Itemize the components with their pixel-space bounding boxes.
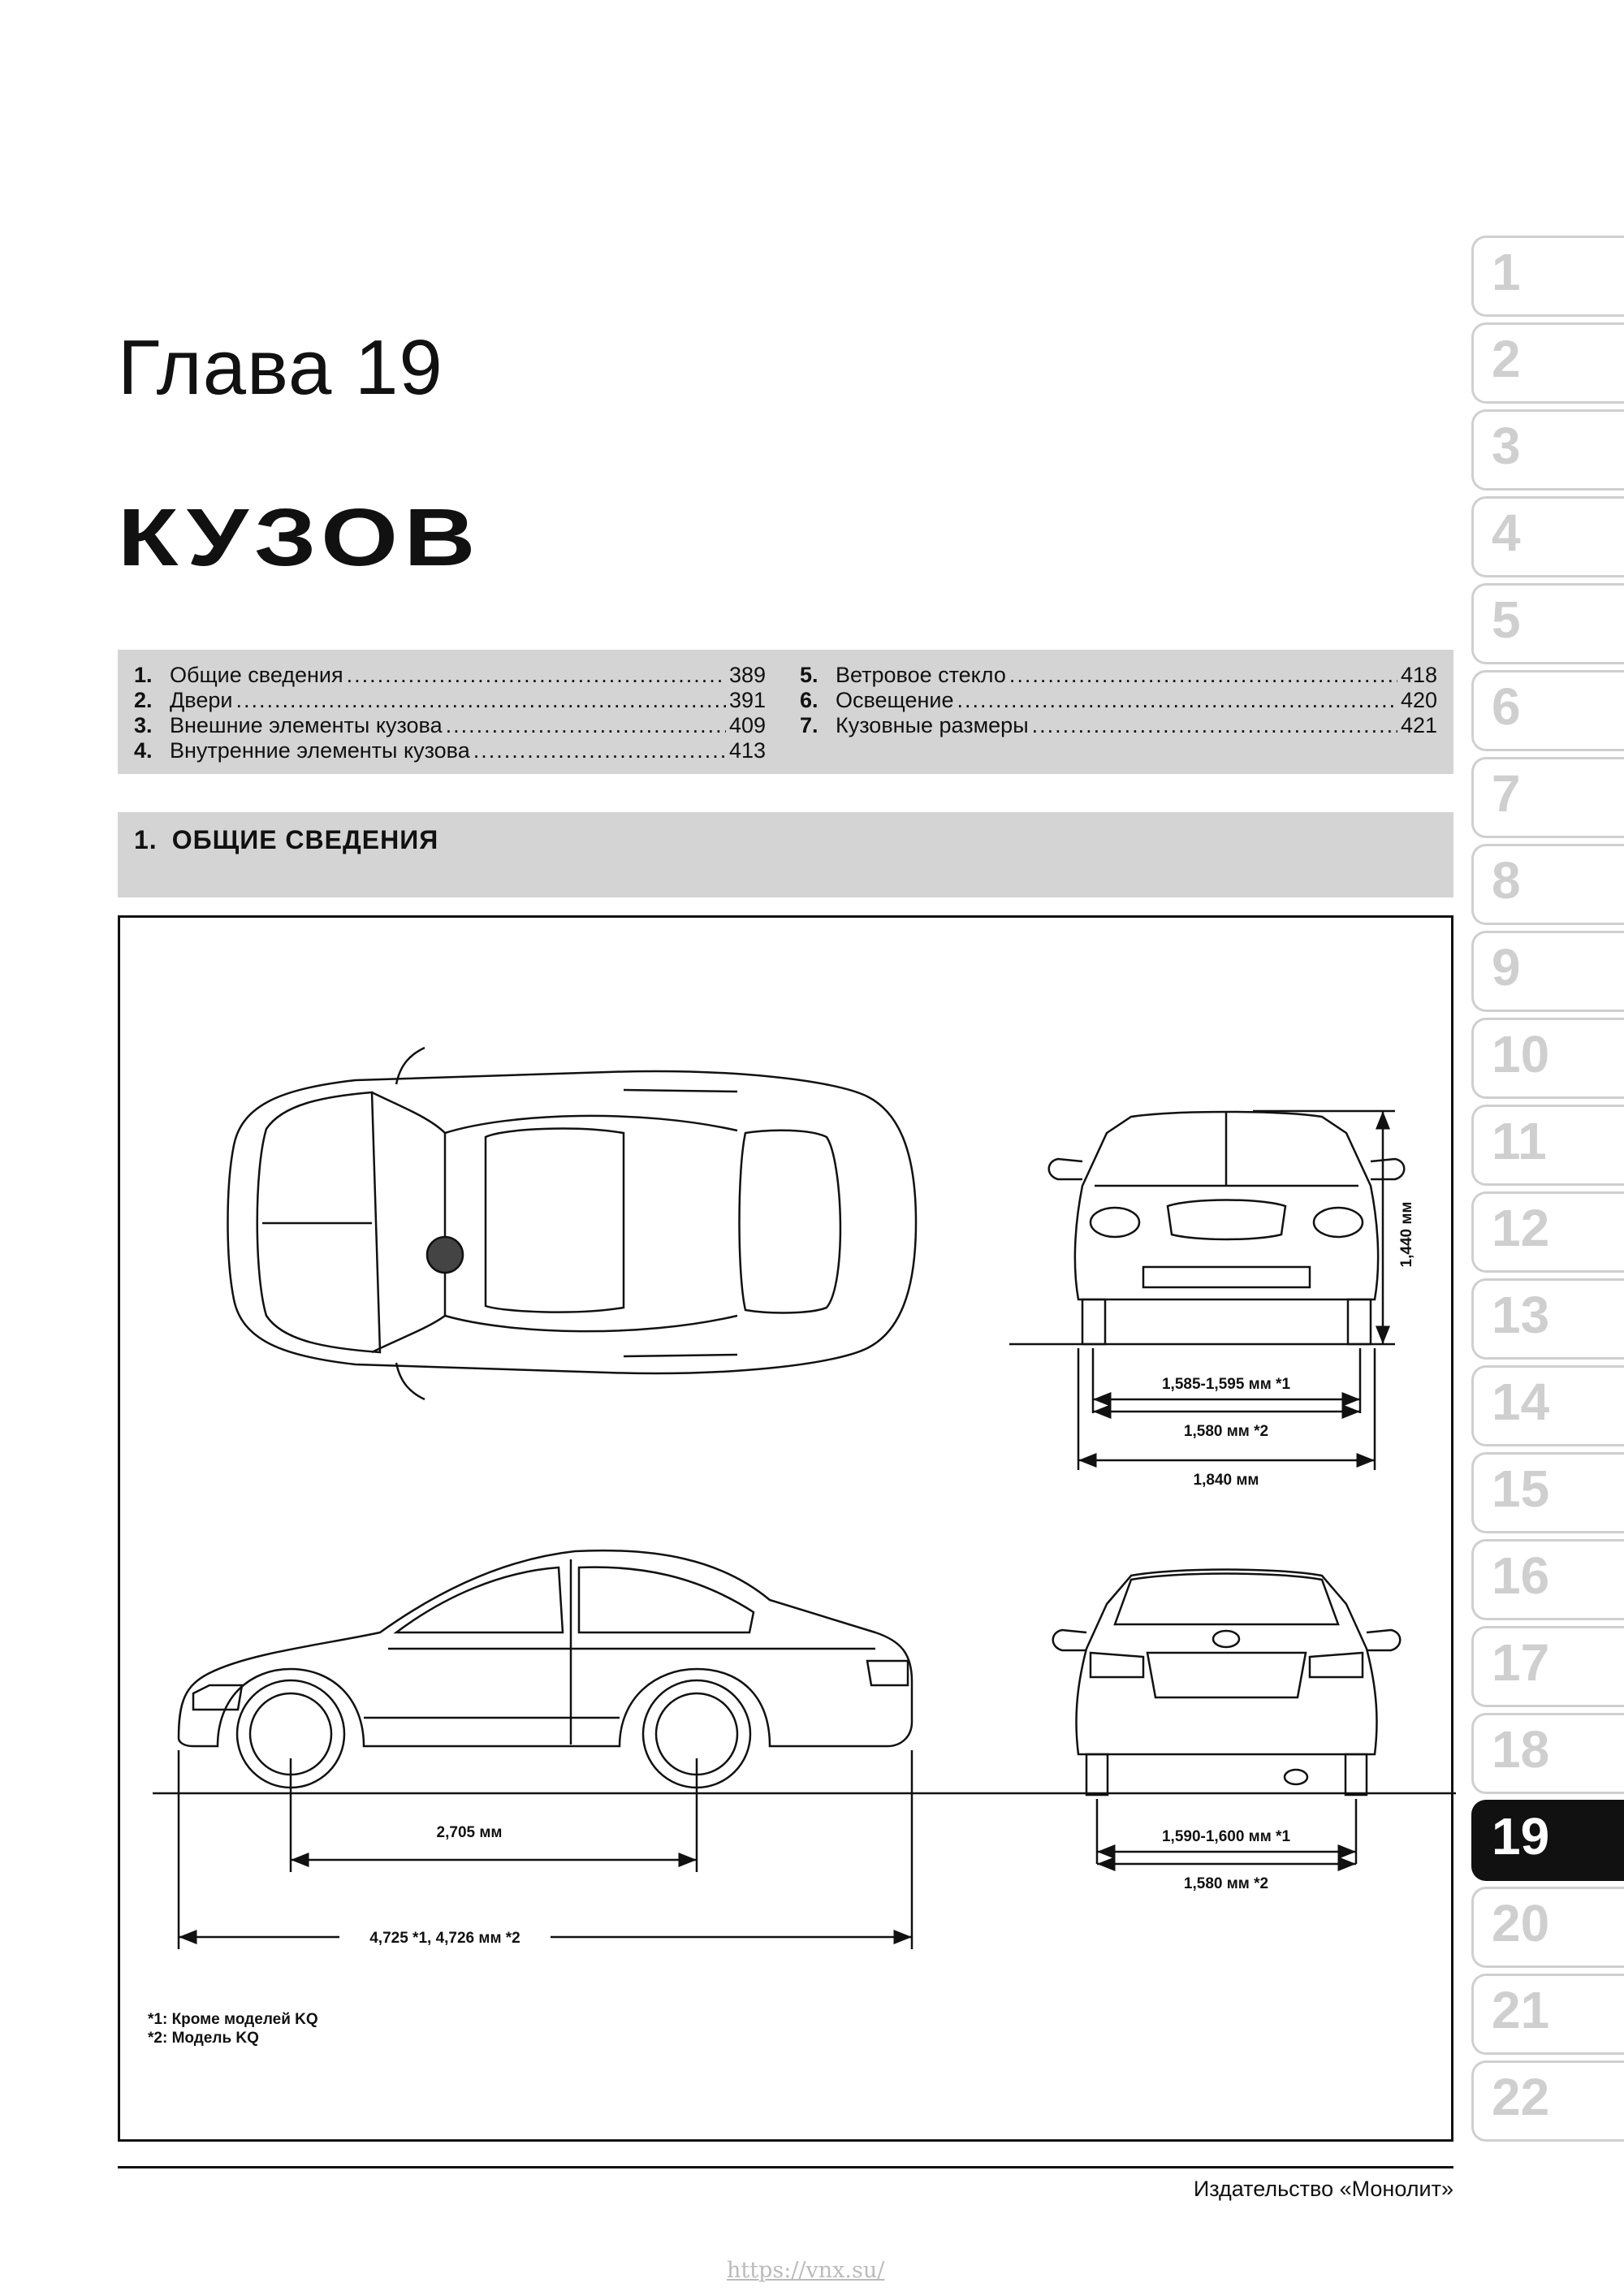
toc-leader-dots [1009,663,1397,688]
toc-item-page: 389 [728,663,766,687]
footer-divider [118,2166,1453,2168]
toc-item-page: 420 [1400,688,1437,712]
toc-leader-dots [957,688,1397,713]
chapter-tab-label: 16 [1492,1546,1550,1605]
width-dimension-label: 1,840 мм [1193,1472,1259,1489]
chapter-tab-label: 15 [1492,1459,1550,1518]
chapter-tab-label: 10 [1492,1025,1550,1083]
figure-notes [148,2010,318,2047]
toc-item-number: 1. [134,663,153,687]
chapter-tab-label: 6 [1492,677,1521,736]
front-track-label-1: 1,585-1,595 мм *1 [1161,1376,1291,1393]
toc-item-number: 4. [134,738,153,763]
toc-item[interactable] [134,688,766,713]
chapter-tab-1[interactable] [1471,236,1624,317]
chapter-tab-12[interactable] [1471,1191,1624,1273]
length-dimension-label: 4,725 *1, 4,726 мм *2 [369,1930,520,1947]
section-title [134,825,438,855]
chapter-tab-3[interactable] [1471,409,1624,491]
toc-item-page: 418 [1400,663,1437,687]
chapter-tab-label: 1 [1492,243,1521,301]
toc-item[interactable] [134,738,766,763]
toc-item-title: Внешние элементы кузова [170,713,443,737]
chapter-tab-16[interactable] [1471,1539,1624,1620]
section-title-text: ОБЩИЕ СВЕДЕНИЯ [171,825,439,854]
toc-item-title: Освещение [836,688,954,712]
toc-item-page: 391 [728,688,766,712]
chapter-tab-label: 13 [1492,1286,1550,1344]
chapter-tab-17[interactable] [1471,1626,1624,1707]
toc-item-title: Кузовные размеры [836,713,1029,737]
watermark-url[interactable]: https://vnx.su/ [727,2258,885,2283]
table-of-contents [118,650,1453,774]
chapter-tab-13[interactable] [1471,1278,1624,1360]
car-top-view [228,1048,917,1399]
chapter-tab-15[interactable] [1471,1452,1624,1533]
chapter-tab-6[interactable] [1471,670,1624,751]
chapter-label: Глава 19 [118,324,443,411]
toc-item-number: 3. [134,713,153,737]
chapter-tab-20[interactable] [1471,1887,1624,1968]
chapter-tab-label: 12 [1492,1199,1550,1257]
chapter-tab-label: 19 [1492,1807,1550,1866]
chapter-tab-label: 7 [1492,764,1521,823]
chapter-tab-5[interactable] [1471,583,1624,664]
chapter-tab-8[interactable] [1471,844,1624,925]
car-side-view [179,1550,912,1788]
chapter-tab-label: 2 [1492,330,1521,388]
chapter-tabs [1471,236,1624,2147]
toc-leader-dots [235,688,725,713]
chapter-title: КУЗОВ [118,492,482,583]
chapter-tab-label: 11 [1492,1112,1547,1170]
toc-item-page: 413 [728,738,766,763]
toc-item-page: 409 [728,713,766,737]
toc-item-title: Внутренние элементы кузова [170,738,470,763]
chapter-tab-14[interactable] [1471,1365,1624,1446]
chapter-tab-19-active[interactable] [1471,1800,1624,1881]
chapter-tab-label: 20 [1492,1894,1550,1952]
rear-track-label-2: 1,580 мм *2 [1183,1875,1269,1892]
chapter-tab-label: 3 [1492,417,1521,475]
toc-item-page: 421 [1400,713,1437,737]
figure-note: *2: Модель KQ [148,2030,259,2047]
chapter-tab-label: 21 [1492,1981,1550,2039]
toc-leader-dots [347,663,726,688]
chapter-tab-label: 17 [1492,1633,1550,1692]
chapter-tab-label: 8 [1492,851,1521,910]
toc-item-title: Общие сведения [170,663,343,687]
toc-item[interactable] [134,713,766,738]
section-number: 1. [134,825,158,854]
wheelbase-dimension-label: 2,705 мм [436,1824,503,1841]
chapter-tab-11[interactable] [1471,1105,1624,1186]
chapter-tab-9[interactable] [1471,931,1624,1012]
front-track-label-2: 1,580 мм *2 [1183,1423,1269,1440]
section-header [118,812,1453,897]
vehicle-drawings [120,918,1456,2144]
toc-item-number: 6. [800,688,818,712]
toc-item-number: 2. [134,688,153,712]
toc-column-left [134,663,766,763]
chapter-tab-2[interactable] [1471,322,1624,404]
chapter-tab-label: 22 [1492,2068,1550,2126]
toc-leader-dots [473,738,726,763]
chapter-tab-18[interactable] [1471,1713,1624,1794]
toc-leader-dots [1032,713,1397,738]
publisher-label: Издательство «Монолит» [1193,2177,1453,2201]
toc-item-title: Двери [170,688,233,712]
toc-leader-dots [446,713,726,738]
figure-note: *1: Кроме моделей KQ [148,2011,318,2028]
front-dimensions [1078,1111,1395,1470]
height-dimension-label: 1,440 мм [1398,1201,1415,1268]
toc-item-number: 5. [800,663,818,687]
rear-track-label-1: 1,590-1,600 мм *1 [1161,1828,1291,1845]
chapter-tab-label: 9 [1492,938,1521,997]
side-dimensions [179,1750,912,1949]
toc-item-title: Ветровое стекло [836,663,1006,687]
toc-item[interactable] [800,713,1437,738]
car-front-view [1049,1112,1405,1344]
chapter-tab-label: 18 [1492,1720,1550,1779]
vehicle-dimensions-figure [118,915,1453,2142]
toc-item[interactable] [800,688,1437,713]
chapter-tab-21[interactable] [1471,1974,1624,2055]
chapter-tab-22[interactable] [1471,2060,1624,2142]
car-rear-view [1053,1570,1401,1796]
toc-item-number: 7. [800,713,818,737]
chapter-tab-label: 14 [1492,1373,1550,1431]
chapter-tab-label: 5 [1492,590,1521,649]
chapter-tab-10[interactable] [1471,1018,1624,1099]
chapter-tab-label: 4 [1492,504,1521,562]
toc-column-right [800,663,1437,738]
toc-item[interactable] [134,663,766,688]
toc-item[interactable] [800,663,1437,688]
chapter-tab-4[interactable] [1471,496,1624,577]
chapter-tab-7[interactable] [1471,757,1624,838]
